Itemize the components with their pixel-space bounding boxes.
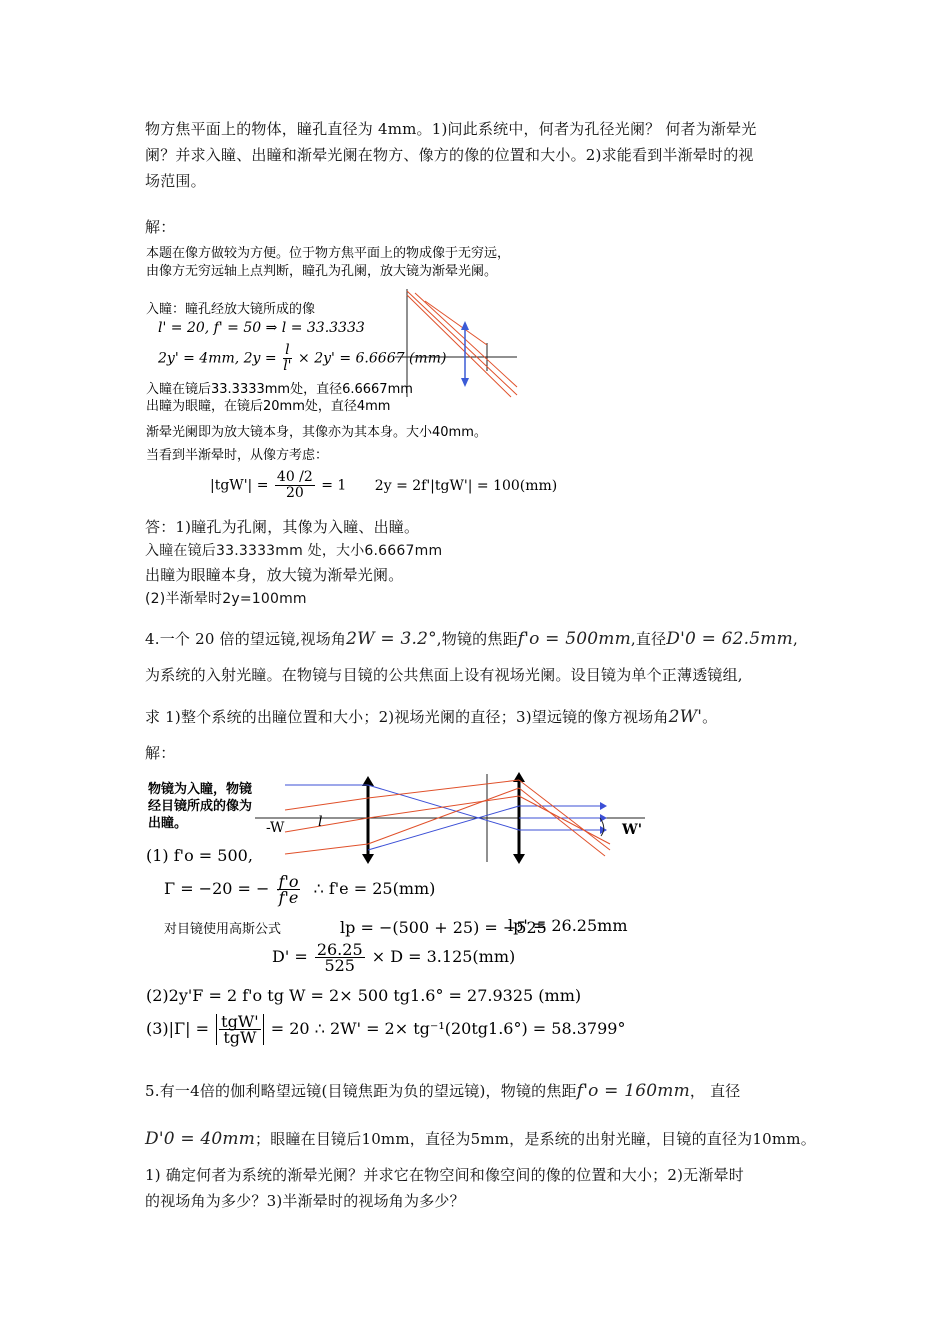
answer-line-3: 出瞳为眼瞳本身，放大镜为渐晕光阑。 (145, 566, 404, 584)
q5-line-1 (145, 1080, 740, 1102)
q5-formula-diameter: D'0 = 40mm (145, 1129, 256, 1149)
fig2-eq-6a: (3)|Γ| = (146, 1019, 210, 1038)
fig1-eq-1: l' = 20, f' = 50 ⇒ l = 33.3333 (158, 320, 365, 336)
fig2-note-2: 经目镜所成的像为 (148, 799, 253, 814)
fig1-eq-3c: 2y = 2f'|tgW'| = 100(mm) (374, 477, 558, 494)
fig2-eq-4b: × D = 3.125(mm) (371, 947, 516, 966)
fig1-eq-3 (210, 470, 557, 501)
fig1-arrow-head-down (461, 378, 469, 387)
fig2-objective-bottom (362, 854, 374, 864)
q4-line-3b: 。 (702, 708, 718, 726)
fig1-eq-2-den: l' (283, 358, 292, 374)
fig2-eq-6b: = 20 ∴ 2W' = 2× tg⁻¹(20tg1.6°) = 58.3799° (270, 1019, 626, 1038)
q4-part-2: ,物镜的焦距 (436, 630, 518, 648)
fig1-eq-2a: 2y' = 4mm, 2y = (158, 350, 277, 367)
answer-line-1: 答：1)瞳孔为孔阑，其像为入瞳、出瞳。 (145, 518, 420, 536)
fig2-eq-2 (164, 874, 435, 905)
q4-formula-focal: f'o = 500mm (517, 629, 631, 649)
fig2-eq-6-den: tgW (223, 1028, 257, 1047)
fig2-note-1: 物镜为入瞳，物镜 (148, 782, 253, 797)
fig2-eq-5: (2)2y'F = 2 f'o tg W = 2× 500 tg1.6° = 27.9325 (mm) (146, 986, 582, 1005)
fig1-result-2: 出瞳为眼瞳，在镜后20mm处，直径4mm (146, 399, 391, 414)
q5-line-4: 的视场角为多少？3)半渐晕时的视场角为多少？ (145, 1192, 465, 1210)
fig2-ray-diagram (255, 770, 650, 865)
fig2-eq-4-frac (315, 942, 365, 973)
fig2-eq-3a: 对目镜使用高斯公式 (164, 922, 282, 937)
fig2-eq-2-num: f'o (278, 872, 299, 891)
fig2-eq-6 (146, 1014, 625, 1045)
fig2-label-w: -W (266, 820, 285, 836)
q5-part-2: ， 直径 (689, 1082, 741, 1100)
intro-line-2: 阑？并求入瞳、出瞳和渐晕光阑在物方、像方的像的位置和大小。2)求能看到半渐晕时的视 (145, 146, 754, 164)
fig2-eq-3b: lp = −(500 + 25) = −525 (340, 918, 547, 937)
intro-line-3: 场范围。 (145, 172, 206, 190)
solution-label-2: 解： (145, 744, 176, 762)
intro-line-1: 物方焦平面上的物体，瞳孔直径为 4mm。1)问此系统中，何者为孔径光阑？ 何者为渐晕光 (145, 120, 757, 138)
fig2-label-w-prime: W' (622, 822, 643, 838)
q4-line-3a: 求 1)整个系统的出瞳位置和大小；2)视场光阑的直径；3)望远镜的像方视场角 (145, 708, 669, 726)
fig2-label-l: l (318, 814, 323, 830)
fig1-eq-2-num: l (285, 342, 290, 358)
fig2-eq-2b: ∴ f'e = 25(mm) (313, 879, 436, 898)
fig2-blue-arrow-1 (600, 802, 607, 810)
q4-part-3: ,直径 (630, 630, 667, 648)
fig2-eq-4 (272, 942, 515, 973)
q4-formula-image-fov: 2W' (668, 707, 703, 727)
fig1-line-1: 本题在像方做较为方便。位于物方焦平面上的物成像于无穷远， (146, 246, 511, 261)
fig1-eq-2-frac (283, 343, 291, 374)
q4-formula-diameter: D'0 = 62.5mm (666, 629, 793, 649)
fig2-eq-4a: D' = (272, 947, 308, 966)
fig2-eq-2a: Γ = −20 = − (164, 879, 270, 898)
fig1-line-2: 由像方无穷远轴上点判断，瞳孔为孔阑，放大镜为渐晕光阑。 (146, 264, 498, 279)
fig1-rays (407, 291, 517, 397)
q4-formula-fov: 2W = 3.2° (346, 629, 437, 649)
fig2-eq-4-den: 525 (324, 956, 355, 975)
fig2-eq-6-frac (216, 1014, 264, 1045)
fig1-eq-3b: = 1 (321, 477, 347, 494)
fig1-eq-2b: × 2y' = 6.6667 (mm) (298, 350, 447, 367)
answer-line-4: (2)半渐晕时2y=100mm (145, 591, 307, 607)
q4-line-3 (145, 706, 717, 728)
fig1-result-1: 入瞳在镜后33.3333mm处，直径6.6667mm (146, 382, 413, 397)
q4-line-2: 为系统的入射光瞳。在物镜与目镜的公共焦面上设有视场光阑。设目镜为单个正薄透镜组, (145, 666, 743, 684)
fig2-eq-2-frac (277, 874, 301, 905)
fig1-eq-3-den: 20 (285, 485, 304, 501)
q5-line-3: 1) 确定何者为系统的渐晕光阑？并求它在物空间和像空间的像的位置和大小；2)无渐晕时 (145, 1166, 744, 1184)
fig2-eq-2-den: f'e (278, 888, 299, 907)
answer-line-2: 入瞳在镜后33.3333mm 处，大小6.6667mm (145, 543, 443, 559)
fig1-eq-3-num: 40 /2 (276, 469, 313, 485)
fig2-note-3: 出瞳。 (148, 816, 188, 831)
fig2-eq-4-num: 26.25 (316, 940, 363, 959)
fig2-eyepiece-bottom (513, 854, 525, 864)
fig2-blue-arrow-2 (600, 814, 607, 822)
fig1-result-3: 渐晕光阑即为放大镜本身，其像亦为其本身。大小40mm。 (146, 425, 487, 440)
fig1-result-4: 当看到半渐晕时，从像方考虑： (146, 448, 329, 463)
fig1-ray-diagram (395, 285, 520, 400)
q5-line-2 (145, 1128, 816, 1150)
q5-part-1: 5.有一4倍的伽利略望远镜(目镜焦距为负的望远镜)，物镜的焦距 (145, 1082, 577, 1100)
q4-part-4: , (792, 630, 798, 648)
fig1-eq-3a: |tgW'| = (210, 477, 269, 494)
fig2-eq-3c: lp' = 26.25mm (508, 916, 628, 935)
fig2-eq-6-num: tgW' (221, 1012, 259, 1031)
fig2-eq-1: (1) f'o = 500, (146, 846, 253, 865)
q4-part-1: 4.一个 20 倍的望远镜,视场角 (145, 630, 347, 648)
q5-line-2-text: ；眼瞳在目镜后10mm，直径为5mm，是系统的出射光瞳，目镜的直径为10mm。 (255, 1130, 816, 1148)
fig1-arrow-head-up (461, 321, 469, 330)
fig1-rudong-title: 入瞳：瞳孔经放大镜所成的像 (146, 302, 316, 317)
solution-label: 解： (145, 218, 176, 236)
q4-line-1 (145, 628, 798, 650)
fig1-eq-3-frac (275, 470, 315, 501)
q5-formula-focal: f'o = 160mm (576, 1081, 690, 1101)
